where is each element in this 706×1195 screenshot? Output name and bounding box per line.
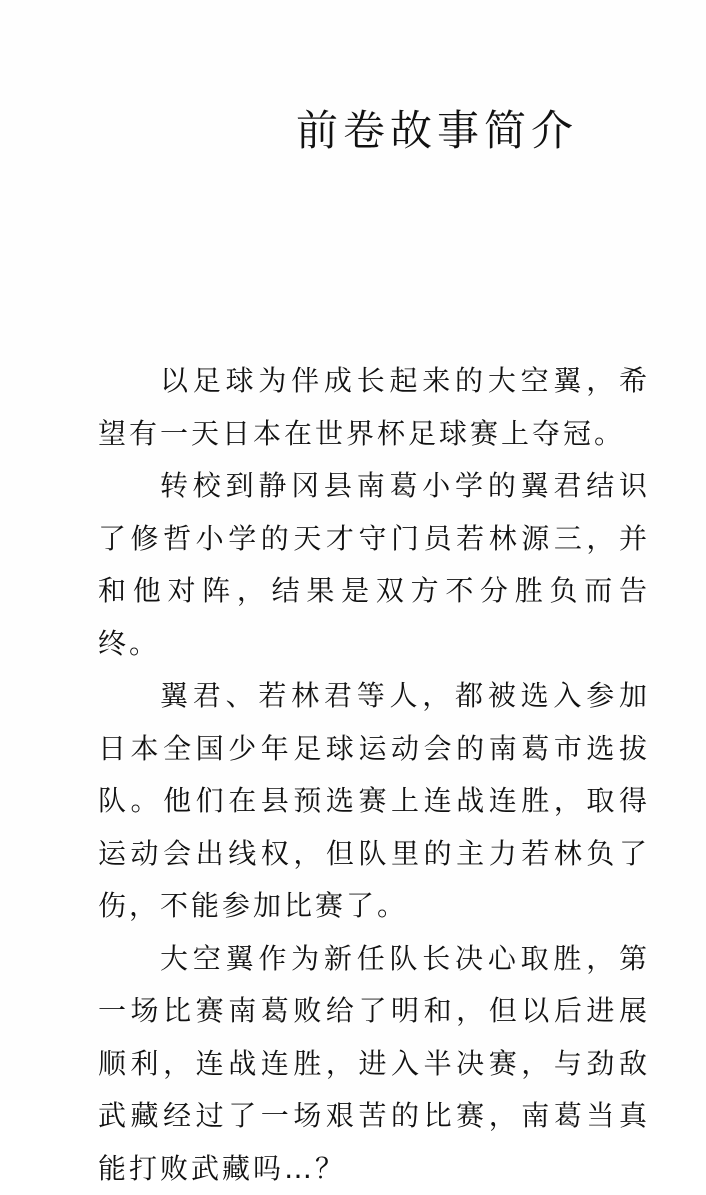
paragraph-1: 以足球为伴成长起来的大空翼，希望有一天日本在世界杯足球赛上夺冠。 — [98, 355, 650, 460]
paragraph-2: 转校到静冈县南葛小学的翼君结识了修哲小学的天才守门员若林源三，并和他对阵，结果是双方不分胜负而告终。 — [98, 460, 650, 670]
paragraph-4: 大空翼作为新任队长决心取胜，第一场比赛南葛败给了明和，但以后进展顺利，连战连胜，进入半决赛，与劲敌武藏经过了一场艰苦的比赛，南葛当真能打败武藏吗…？ — [98, 933, 650, 1195]
page-title: 前卷故事简介 — [296, 98, 578, 158]
paragraph-3: 翼君、若林君等人，都被选入参加日本全国少年足球运动会的南葛市选拔队。他们在县预选赛上连战连胜，取得运动会出线权，但队里的主力若林负了伤，不能参加比赛了。 — [98, 670, 650, 933]
story-summary — [98, 355, 650, 1195]
